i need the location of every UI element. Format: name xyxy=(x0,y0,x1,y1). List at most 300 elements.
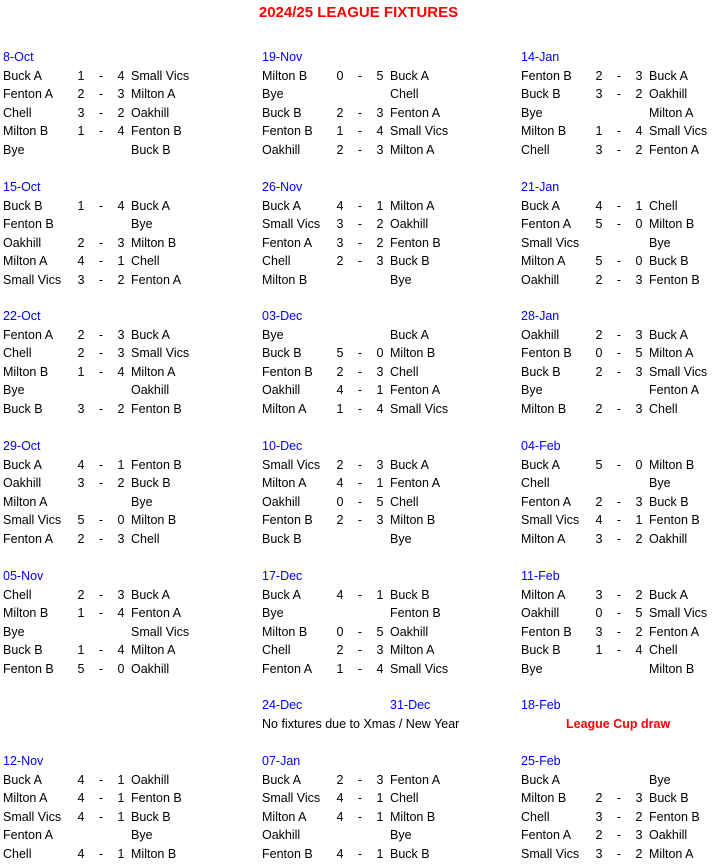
away-score: 4 xyxy=(117,364,125,379)
score-separator: - xyxy=(98,643,104,658)
away-team: Small Vics xyxy=(390,401,449,416)
away-score: 3 xyxy=(635,828,643,843)
away-team: Fenton A xyxy=(131,606,182,621)
fixture-row xyxy=(521,381,717,400)
home-score: 1 xyxy=(336,661,344,676)
home-score: 3 xyxy=(595,531,603,546)
home-team: Buck A xyxy=(3,772,42,787)
home-team: Buck B xyxy=(262,346,302,361)
home-team: Fenton A xyxy=(3,87,54,102)
home-team: Buck A xyxy=(521,772,560,787)
home-team: Milton A xyxy=(3,494,48,509)
away-team: Buck A xyxy=(131,587,170,602)
week-date: 04-Feb xyxy=(521,439,561,453)
week-block xyxy=(521,48,717,160)
home-score: 5 xyxy=(595,457,603,472)
home-score: 2 xyxy=(336,513,344,528)
away-score: 5 xyxy=(635,606,643,621)
week-block xyxy=(262,178,472,290)
score-separator: - xyxy=(616,68,622,83)
home-score: 0 xyxy=(336,68,344,83)
away-team: Milton A xyxy=(390,643,435,658)
score-separator: - xyxy=(357,772,363,787)
home-team: Fenton A xyxy=(3,327,54,342)
home-score: 2 xyxy=(595,327,603,342)
home-team: Milton B xyxy=(521,124,567,139)
away-team: Oakhill xyxy=(390,217,429,232)
away-team: Chell xyxy=(390,364,419,379)
away-team: Oakhill xyxy=(649,531,688,546)
away-team: Milton B xyxy=(649,661,695,676)
week-block xyxy=(521,307,717,419)
fixture-row xyxy=(262,474,472,493)
home-score: 3 xyxy=(595,142,603,157)
home-score: 4 xyxy=(336,476,344,491)
score-separator: - xyxy=(98,235,104,250)
home-score: 4 xyxy=(336,383,344,398)
home-score: 1 xyxy=(77,124,85,139)
away-score: 1 xyxy=(117,457,125,472)
week-block xyxy=(262,307,472,419)
fixture-row xyxy=(262,641,472,660)
home-team: Oakhill xyxy=(3,235,42,250)
fixture-row xyxy=(262,623,472,642)
score-separator: - xyxy=(357,809,363,824)
away-team: Buck B xyxy=(390,846,430,861)
week-date: 05-Nov xyxy=(3,569,44,583)
home-team: Buck B xyxy=(521,87,561,102)
away-score: 0 xyxy=(117,513,125,528)
away-score: 5 xyxy=(376,494,384,509)
week-date: 26-Nov xyxy=(262,180,303,194)
home-team: Fenton A xyxy=(3,531,54,546)
away-team: Buck B xyxy=(131,809,171,824)
home-team: Chell xyxy=(521,142,550,157)
home-score: 4 xyxy=(77,791,85,806)
home-team: Bye xyxy=(3,142,25,157)
home-team: Fenton B xyxy=(3,217,54,232)
score-separator: - xyxy=(357,105,363,120)
score-separator: - xyxy=(616,87,622,102)
score-separator: - xyxy=(616,401,622,416)
home-team: Chell xyxy=(3,346,32,361)
score-separator: - xyxy=(616,846,622,861)
home-team: Oakhill xyxy=(521,327,560,342)
fixture-row xyxy=(262,771,472,790)
fixture-row xyxy=(262,252,472,271)
away-score: 2 xyxy=(117,401,125,416)
home-team: Milton A xyxy=(521,254,566,269)
away-score: 4 xyxy=(117,198,125,213)
home-score: 2 xyxy=(595,828,603,843)
home-team: Bye xyxy=(521,105,543,120)
away-team: Buck B xyxy=(649,494,689,509)
home-team: Chell xyxy=(262,643,291,658)
away-team: Milton A xyxy=(649,346,694,361)
fixture-row xyxy=(262,85,472,104)
away-score: 4 xyxy=(376,124,384,139)
away-team: Milton B xyxy=(390,809,436,824)
home-team: Chell xyxy=(521,809,550,824)
score-separator: - xyxy=(98,513,104,528)
score-separator: - xyxy=(616,791,622,806)
home-team: Small Vics xyxy=(521,513,580,528)
away-team: Buck A xyxy=(649,587,688,602)
home-team: Bye xyxy=(521,383,543,398)
score-separator: - xyxy=(98,105,104,120)
home-team: Fenton A xyxy=(262,661,313,676)
week-block xyxy=(3,48,213,160)
away-score: 3 xyxy=(376,254,384,269)
home-team: Oakhill xyxy=(521,272,560,287)
score-separator: - xyxy=(357,791,363,806)
home-score: 4 xyxy=(77,254,85,269)
home-team: Buck B xyxy=(3,198,43,213)
away-team: Small Vics xyxy=(131,346,190,361)
fixture-row xyxy=(3,808,213,827)
fixture-row xyxy=(3,789,213,808)
fixture-row xyxy=(262,530,472,549)
week-block xyxy=(521,437,717,549)
score-separator: - xyxy=(98,606,104,621)
week-block xyxy=(3,307,213,419)
away-team: Oakhill xyxy=(390,624,429,639)
week-date: 19-Nov xyxy=(262,50,303,64)
fixture-row xyxy=(262,215,472,234)
away-score: 1 xyxy=(376,791,384,806)
away-score: 2 xyxy=(376,217,384,232)
away-score: 0 xyxy=(635,217,643,232)
fixture-row xyxy=(262,493,472,512)
score-separator: - xyxy=(616,198,622,213)
score-separator: - xyxy=(98,327,104,342)
away-team: Fenton A xyxy=(390,476,441,491)
home-team: Small Vics xyxy=(521,846,580,861)
score-separator: - xyxy=(98,346,104,361)
score-separator: - xyxy=(357,235,363,250)
away-team: Buck A xyxy=(131,198,170,213)
score-separator: - xyxy=(357,476,363,491)
fixture-row xyxy=(262,344,472,363)
home-score: 4 xyxy=(595,198,603,213)
away-team: Buck B xyxy=(649,254,689,269)
fixture-row xyxy=(3,67,213,86)
home-team: Fenton A xyxy=(521,828,572,843)
home-team: Buck A xyxy=(3,457,42,472)
home-score: 2 xyxy=(336,105,344,120)
home-score: 5 xyxy=(595,254,603,269)
away-team: Oakhill xyxy=(649,828,688,843)
home-team: Bye xyxy=(262,327,284,342)
home-team: Milton A xyxy=(521,587,566,602)
away-team: Milton B xyxy=(131,513,177,528)
home-team: Milton B xyxy=(521,401,567,416)
home-score: 0 xyxy=(336,624,344,639)
score-separator: - xyxy=(357,401,363,416)
fixture-row xyxy=(521,511,717,530)
away-team: Buck A xyxy=(390,327,429,342)
week-date: 25-Feb xyxy=(521,754,561,768)
away-score: 3 xyxy=(376,105,384,120)
home-team: Fenton B xyxy=(262,124,313,139)
home-score: 4 xyxy=(77,846,85,861)
week-block xyxy=(521,178,717,290)
week-date: 11-Feb xyxy=(521,569,560,583)
away-team: Chell xyxy=(131,254,160,269)
fixture-row xyxy=(262,400,472,419)
home-team: Chell xyxy=(3,105,32,120)
away-team: Bye xyxy=(131,828,153,843)
away-team: Fenton B xyxy=(390,235,441,250)
score-separator: - xyxy=(616,643,622,658)
fixture-row xyxy=(521,771,717,790)
away-team: Fenton A xyxy=(649,624,700,639)
away-score: 2 xyxy=(117,272,125,287)
week-block xyxy=(262,48,472,160)
away-team: Chell xyxy=(649,198,678,213)
fixture-row xyxy=(262,234,472,253)
home-score: 2 xyxy=(595,272,603,287)
away-team: Milton B xyxy=(649,457,695,472)
score-separator: - xyxy=(98,68,104,83)
score-separator: - xyxy=(357,457,363,472)
away-score: 2 xyxy=(117,105,125,120)
home-score: 2 xyxy=(77,235,85,250)
home-team: Milton A xyxy=(521,531,566,546)
away-team: Fenton A xyxy=(390,772,441,787)
week-block xyxy=(262,567,472,679)
week-date: 10-Dec xyxy=(262,439,303,453)
fixture-row xyxy=(3,141,213,160)
fixture-row xyxy=(521,197,717,216)
away-score: 1 xyxy=(117,809,125,824)
away-score: 1 xyxy=(635,513,643,528)
week-block xyxy=(3,437,213,549)
home-team: Fenton A xyxy=(521,217,572,232)
away-team: Bye xyxy=(649,772,671,787)
fixture-row xyxy=(262,604,472,623)
away-score: 5 xyxy=(376,624,384,639)
away-team: Milton A xyxy=(390,142,435,157)
week-date: 28-Jan xyxy=(521,309,560,323)
home-score: 1 xyxy=(77,198,85,213)
home-team: Fenton B xyxy=(3,661,54,676)
fixture-row xyxy=(521,85,717,104)
week-block xyxy=(262,437,472,549)
home-team: Fenton B xyxy=(262,846,313,861)
away-score: 0 xyxy=(117,661,125,676)
away-team: Milton B xyxy=(649,217,695,232)
home-team: Small Vics xyxy=(521,235,580,250)
away-score: 1 xyxy=(376,476,384,491)
fixture-row xyxy=(3,586,213,605)
home-score: 2 xyxy=(336,772,344,787)
home-team: Buck B xyxy=(3,401,43,416)
fixture-row xyxy=(3,234,213,253)
away-team: Bye xyxy=(649,476,671,491)
home-team: Bye xyxy=(521,661,543,676)
home-score: 5 xyxy=(336,346,344,361)
fixture-row xyxy=(262,363,472,382)
fixture-row xyxy=(521,344,717,363)
xmas-date-2: 31-Dec xyxy=(390,698,431,712)
home-team: Fenton B xyxy=(521,346,572,361)
away-score: 4 xyxy=(376,661,384,676)
fixture-row xyxy=(3,252,213,271)
away-team: Fenton A xyxy=(390,105,441,120)
score-separator: - xyxy=(98,457,104,472)
home-score: 2 xyxy=(595,364,603,379)
away-score: 3 xyxy=(635,401,643,416)
fixture-row xyxy=(3,493,213,512)
away-team: Buck A xyxy=(649,327,688,342)
home-score: 4 xyxy=(77,772,85,787)
home-score: 1 xyxy=(77,643,85,658)
week-date: 07-Jan xyxy=(262,754,301,768)
away-team: Fenton B xyxy=(131,791,182,806)
home-score: 2 xyxy=(595,68,603,83)
away-team: Fenton A xyxy=(131,272,182,287)
away-score: 2 xyxy=(635,142,643,157)
home-team: Fenton B xyxy=(521,68,572,83)
home-score: 1 xyxy=(595,643,603,658)
home-team: Oakhill xyxy=(521,606,560,621)
home-score: 1 xyxy=(595,124,603,139)
fixture-row xyxy=(3,215,213,234)
week-block xyxy=(3,178,213,290)
score-separator: - xyxy=(98,661,104,676)
score-separator: - xyxy=(98,531,104,546)
score-separator: - xyxy=(98,401,104,416)
away-team: Oakhill xyxy=(131,383,170,398)
fixture-row xyxy=(262,141,472,160)
fixture-row xyxy=(3,826,213,845)
fixture-row xyxy=(262,808,472,827)
fixture-row xyxy=(521,493,717,512)
score-separator: - xyxy=(357,624,363,639)
away-score: 4 xyxy=(117,68,125,83)
home-team: Fenton A xyxy=(262,235,313,250)
away-score: 3 xyxy=(117,346,125,361)
away-team: Small Vics xyxy=(131,624,190,639)
home-score: 3 xyxy=(336,217,344,232)
score-separator: - xyxy=(616,254,622,269)
away-team: Milton A xyxy=(131,364,176,379)
fixture-row xyxy=(521,826,717,845)
away-team: Buck B xyxy=(131,142,171,157)
away-score: 4 xyxy=(117,643,125,658)
home-score: 1 xyxy=(336,124,344,139)
fixture-row xyxy=(521,215,717,234)
fixture-row xyxy=(521,252,717,271)
away-team: Milton A xyxy=(131,87,176,102)
away-score: 1 xyxy=(376,809,384,824)
away-team: Milton A xyxy=(390,198,435,213)
fixture-row xyxy=(521,456,717,475)
score-separator: - xyxy=(98,846,104,861)
away-team: Oakhill xyxy=(131,661,170,676)
home-team: Buck B xyxy=(262,531,302,546)
week-date: 8-Oct xyxy=(3,50,34,64)
away-team: Chell xyxy=(131,531,160,546)
away-score: 4 xyxy=(376,401,384,416)
fixture-row xyxy=(3,85,213,104)
fixture-row xyxy=(3,271,213,290)
away-score: 3 xyxy=(635,364,643,379)
away-score: 2 xyxy=(635,87,643,102)
score-separator: - xyxy=(616,587,622,602)
away-score: 3 xyxy=(635,494,643,509)
fixture-row xyxy=(262,586,472,605)
away-score: 3 xyxy=(376,457,384,472)
fixture-row xyxy=(521,604,717,623)
away-score: 3 xyxy=(376,142,384,157)
home-team: Small Vics xyxy=(262,791,321,806)
score-separator: - xyxy=(616,828,622,843)
home-team: Buck A xyxy=(521,457,560,472)
score-separator: - xyxy=(616,494,622,509)
away-score: 3 xyxy=(376,364,384,379)
week-block xyxy=(262,752,472,864)
away-team: Milton B xyxy=(390,346,436,361)
fixture-row xyxy=(262,456,472,475)
fixture-row xyxy=(262,826,472,845)
home-score: 3 xyxy=(595,846,603,861)
away-team: Buck A xyxy=(390,457,429,472)
week-date: 22-Oct xyxy=(3,309,41,323)
away-team: Buck A xyxy=(649,68,688,83)
week-date: 14-Jan xyxy=(521,50,560,64)
away-team: Bye xyxy=(131,494,153,509)
score-separator: - xyxy=(98,272,104,287)
score-separator: - xyxy=(98,809,104,824)
away-score: 3 xyxy=(635,68,643,83)
away-score: 3 xyxy=(117,235,125,250)
score-separator: - xyxy=(616,124,622,139)
home-team: Chell xyxy=(521,476,550,491)
score-separator: - xyxy=(357,142,363,157)
away-score: 1 xyxy=(117,254,125,269)
fixture-row xyxy=(262,511,472,530)
home-team: Milton B xyxy=(262,272,308,287)
away-team: Bye xyxy=(390,272,412,287)
home-team: Oakhill xyxy=(262,142,301,157)
home-team: Oakhill xyxy=(262,494,301,509)
score-separator: - xyxy=(616,531,622,546)
score-separator: - xyxy=(98,124,104,139)
home-score: 5 xyxy=(595,217,603,232)
away-team: Small Vics xyxy=(649,606,708,621)
away-score: 1 xyxy=(635,198,643,213)
home-team: Fenton B xyxy=(262,513,313,528)
away-team: Fenton B xyxy=(649,809,700,824)
home-score: 2 xyxy=(77,327,85,342)
home-team: Buck A xyxy=(262,772,301,787)
away-score: 2 xyxy=(635,846,643,861)
fixture-row xyxy=(521,789,717,808)
away-score: 4 xyxy=(117,124,125,139)
fixture-row xyxy=(262,271,472,290)
home-score: 0 xyxy=(336,494,344,509)
fixture-row xyxy=(3,326,213,345)
away-score: 1 xyxy=(117,772,125,787)
away-team: Fenton B xyxy=(131,124,182,139)
home-team: Buck B xyxy=(521,364,561,379)
home-team: Small Vics xyxy=(262,457,321,472)
home-score: 2 xyxy=(336,364,344,379)
home-team: Milton A xyxy=(3,791,48,806)
score-separator: - xyxy=(357,383,363,398)
